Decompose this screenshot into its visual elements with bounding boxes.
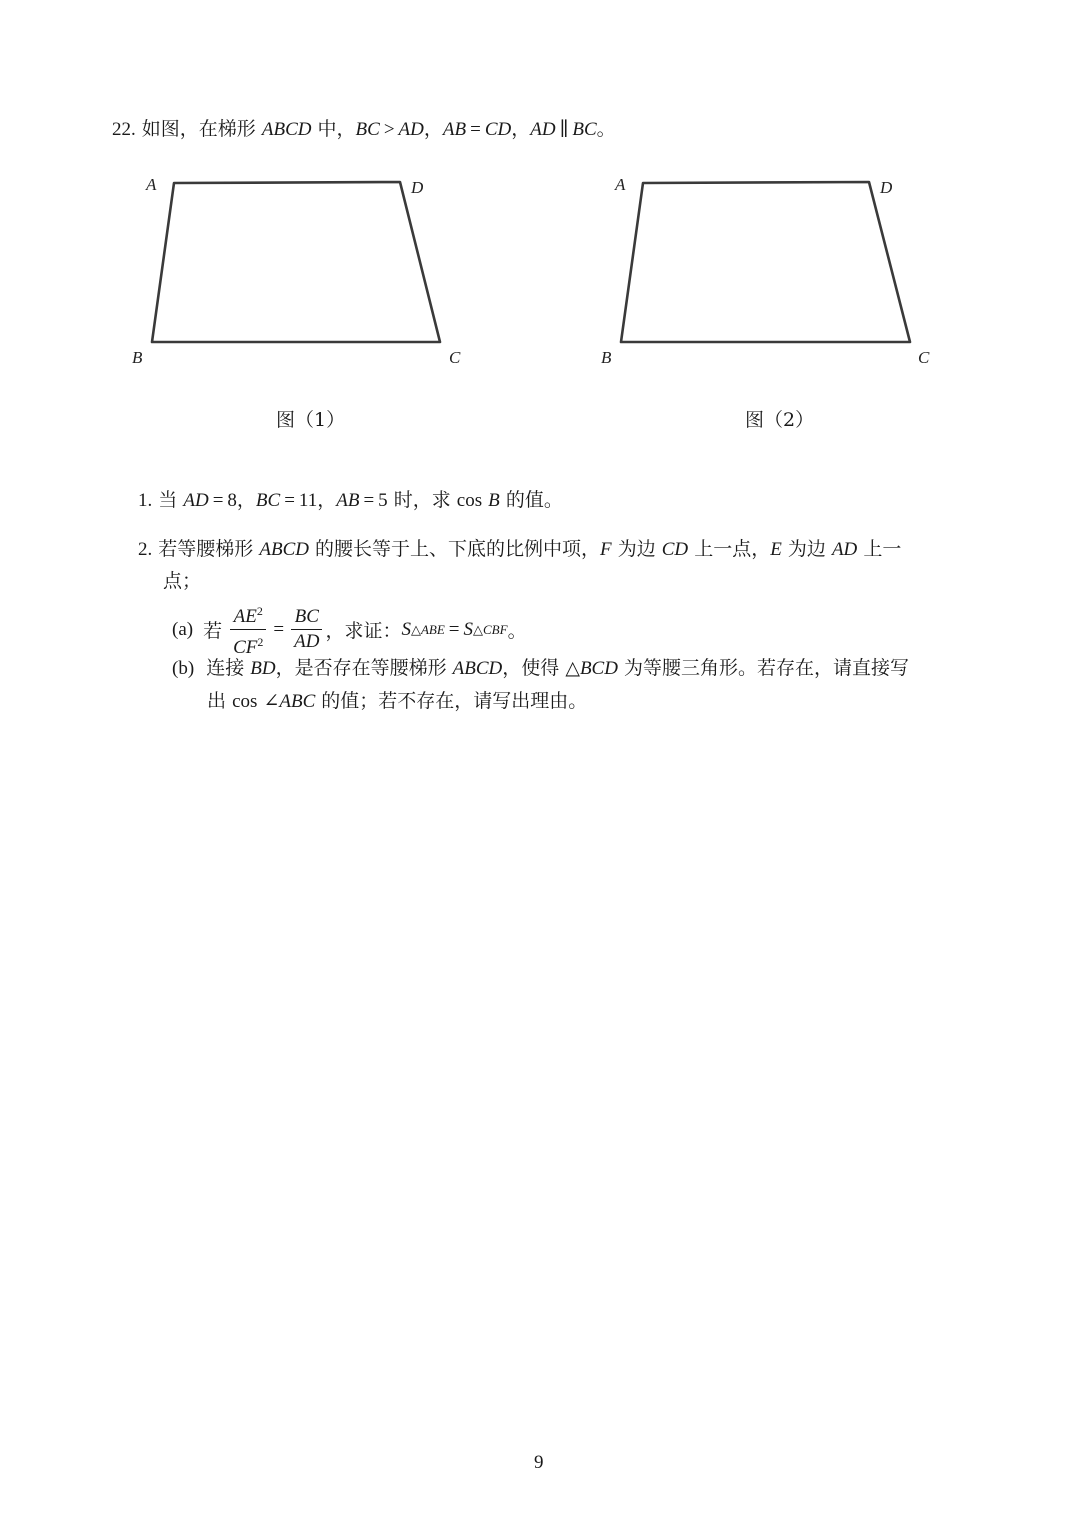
qb-triangle: △BCD xyxy=(565,658,618,679)
cond1-op: > xyxy=(383,119,395,140)
vertex-b-label: B xyxy=(132,348,143,367)
q2-text-1: 若等腰梯形 xyxy=(158,538,254,560)
qa-sub-abe: △ABE xyxy=(410,621,445,637)
q1-value-ab: 5 xyxy=(378,490,388,511)
qb-l2-text-1: 出 xyxy=(207,690,227,712)
trapezoid-name: ABCD xyxy=(261,119,312,140)
qb-angle-abc: ∠ABC xyxy=(263,691,316,712)
qb-text-2: ，是否存在等腰梯形 xyxy=(275,657,447,679)
q1-value-bc: 11 xyxy=(298,490,318,511)
question-2-line-2: 点； xyxy=(163,570,202,592)
qb-text-1: 连接 xyxy=(206,657,245,679)
question-2-line-1 xyxy=(138,534,901,561)
intro-text: 如图，在梯形 xyxy=(141,118,256,140)
sep1: ， xyxy=(423,118,443,140)
problem-end: 。 xyxy=(596,118,616,140)
sep2: ， xyxy=(511,118,531,140)
q2-trapezoid: ABCD xyxy=(259,539,309,560)
q2-text-4: 上一点， xyxy=(694,538,771,560)
qa-num-exp: 2 xyxy=(256,604,263,618)
question-1-number: 1. xyxy=(138,490,153,511)
subquestion-a xyxy=(172,600,527,659)
vertex-a-label: A xyxy=(615,175,626,194)
qb-l2-text-2: 的值；若不存在，请写出理由。 xyxy=(321,690,588,712)
qa-num-base: AE xyxy=(233,606,257,627)
q1-comma-2: ， xyxy=(317,489,337,511)
figure-2-caption: 图（2） xyxy=(745,409,815,431)
q1-angle-b: B xyxy=(488,490,500,511)
cond3-left: AD xyxy=(530,119,556,140)
subquestion-b-line-2 xyxy=(207,686,587,713)
subquestion-b-label: (b) xyxy=(172,658,195,679)
q2-text-2: 的腰长等于上、下底的比例中项， xyxy=(315,538,601,560)
q2-text-5: 为边 xyxy=(787,538,826,560)
qa-rnum: BC xyxy=(291,606,322,630)
qa-den-exp: 2 xyxy=(257,635,264,649)
qa-rden: AD xyxy=(294,631,320,652)
qb-trapezoid: ABCD xyxy=(452,658,503,679)
subquestion-b-line-1 xyxy=(172,653,909,680)
qa-if: 若 xyxy=(203,620,223,642)
q2-side-cd: CD xyxy=(661,539,689,560)
q1-comma-1: ， xyxy=(236,489,256,511)
subquestion-a-label: (a) xyxy=(172,618,194,640)
q1-ab: AB xyxy=(336,490,360,511)
cond3-op: ∥ xyxy=(559,119,569,140)
q1-bc: BC xyxy=(255,490,281,511)
cond2-op: = xyxy=(470,119,481,140)
qa-area-s-1: S xyxy=(401,618,411,640)
qa-end: 。 xyxy=(507,620,527,642)
q2-text-3: 为边 xyxy=(617,538,656,560)
vertex-d-label: D xyxy=(411,178,424,197)
qb-text-3: ，使得 xyxy=(502,657,560,679)
q1-cos: cos xyxy=(456,490,483,511)
q2-point-e: E xyxy=(770,539,782,560)
q1-eq-1: = xyxy=(212,490,224,511)
qa-sub-cbf: △CBF xyxy=(473,621,508,637)
problem-number: 22. xyxy=(112,119,136,140)
trapezoid-shape-2 xyxy=(621,182,910,342)
q2-point-f: F xyxy=(600,539,612,560)
q1-value-ad: 8 xyxy=(227,490,237,511)
vertex-d-label: D xyxy=(880,178,893,197)
qa-eq-2: = xyxy=(448,618,460,640)
q2-text-6: 上一 xyxy=(863,538,902,560)
qa-den-base: CF xyxy=(233,637,258,658)
vertex-a-label: A xyxy=(146,175,157,194)
question-2-number: 2. xyxy=(138,539,153,560)
qb-text-4: 为等腰三角形。若存在，请直接写 xyxy=(624,657,910,679)
vertex-c-label: C xyxy=(449,348,461,367)
cond1-right: AD xyxy=(398,119,424,140)
in-text: 中， xyxy=(317,118,356,140)
cond1-left: BC xyxy=(355,119,380,140)
page-number: 9 xyxy=(534,1452,544,1473)
vertex-c-label: C xyxy=(918,348,930,367)
cond2-left: AB xyxy=(442,119,467,140)
qa-area-s-2: S xyxy=(463,618,473,640)
qb-cos: cos xyxy=(232,691,258,712)
q1-ad: AD xyxy=(183,490,209,511)
q1-eq-3: = xyxy=(363,490,375,511)
q1-eq-2: = xyxy=(284,490,295,511)
qa-eq: = xyxy=(273,618,285,640)
vertex-b-label: B xyxy=(601,348,612,367)
q1-text-3: 的值。 xyxy=(505,489,563,511)
fraction-ae-cf xyxy=(230,600,266,659)
cond3-right: BC xyxy=(572,119,597,140)
question-1 xyxy=(138,485,563,512)
cond2-right: CD xyxy=(484,119,512,140)
q1-text-1: 当 xyxy=(158,489,178,511)
figure-1-caption: 图（1） xyxy=(276,409,346,431)
qa-prove-text: ，求证： xyxy=(325,620,402,642)
fraction-bc-ad xyxy=(291,606,322,653)
qb-bd: BD xyxy=(250,658,276,679)
q1-text-2: 时，求 xyxy=(393,489,451,511)
q2-side-ad: AD xyxy=(831,539,858,560)
